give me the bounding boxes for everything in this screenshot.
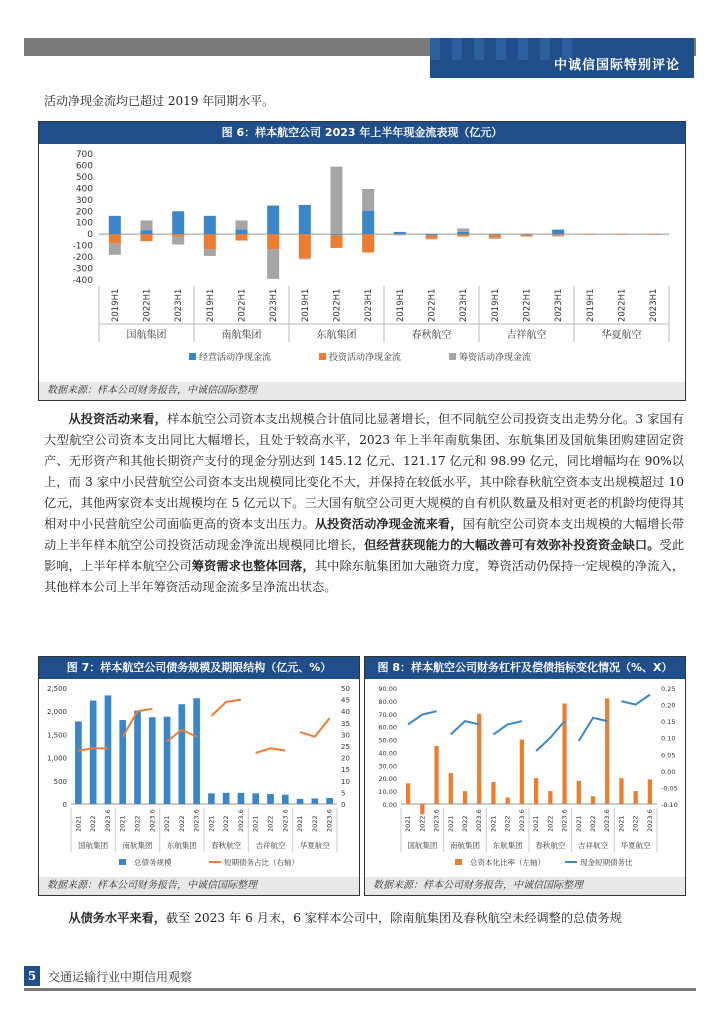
y-left-tick: 40.00 bbox=[378, 749, 397, 758]
x-tick-label: 2022 bbox=[177, 815, 186, 832]
y-right-tick: -0.05 bbox=[661, 784, 678, 793]
group-label: 国航集团 bbox=[126, 330, 167, 341]
legend-label: 短期债务占比（右轴） bbox=[224, 858, 299, 867]
figure-8-chart bbox=[365, 680, 685, 876]
para1-run: 其中除东航集团加大融资力度，筹资活动仍保持一定规模的净流入，其他样本公司上半年筹资活动现金流多呈净流出状态。 bbox=[44, 559, 685, 594]
footer-title: 交通运输行业中期信用观察 bbox=[48, 970, 193, 984]
x-tick-label: 2022H1 bbox=[332, 288, 343, 322]
line-segment bbox=[579, 718, 607, 741]
x-tick-label: 2022 bbox=[89, 815, 98, 832]
bar bbox=[267, 249, 279, 279]
para2-run: 截至 2023 年 6 月末，6 家样本公司中，除南航集团及春秋航空未经调整的总债务规 bbox=[165, 911, 622, 925]
figure-7-chart bbox=[39, 680, 359, 876]
y-right-tick: 10 bbox=[341, 777, 350, 786]
bar bbox=[109, 243, 121, 254]
y-right-tick: -0.10 bbox=[661, 801, 678, 809]
line-segment bbox=[536, 721, 564, 751]
bar bbox=[463, 791, 467, 804]
y-right-tick: 35 bbox=[341, 719, 350, 728]
y-tick-label: 0 bbox=[87, 230, 93, 241]
y-left-tick: 70.00 bbox=[378, 710, 397, 719]
bar bbox=[204, 216, 216, 234]
y-left-tick: 10.00 bbox=[378, 788, 397, 797]
x-tick-label: 2021 bbox=[251, 815, 260, 832]
group-label: 春秋航空 bbox=[535, 841, 566, 850]
bar bbox=[109, 216, 121, 234]
bar bbox=[425, 235, 437, 238]
bar bbox=[299, 234, 311, 258]
bar bbox=[179, 704, 186, 804]
x-tick-label: 2023.6 bbox=[603, 809, 612, 832]
group-label: 华夏航空 bbox=[299, 841, 330, 850]
figure-6 bbox=[38, 121, 686, 401]
x-tick-label: 2022 bbox=[310, 815, 319, 832]
x-tick-label: 2019H1 bbox=[585, 288, 596, 322]
bar bbox=[193, 698, 200, 804]
bar bbox=[282, 795, 289, 804]
bar bbox=[362, 211, 374, 234]
figure-8-source: 数据来源：样本公司财务报告，中诚信国际整理 bbox=[365, 877, 685, 895]
y-tick-label: -200 bbox=[72, 253, 93, 264]
y-left-tick: 30.00 bbox=[378, 762, 397, 771]
x-tick-label: 2019H1 bbox=[300, 288, 311, 322]
bar bbox=[489, 234, 501, 235]
bar bbox=[223, 793, 230, 804]
x-tick-label: 2021 bbox=[296, 815, 305, 832]
y-left-tick: 60.00 bbox=[378, 723, 397, 732]
y-left-tick: 0 bbox=[62, 801, 67, 809]
bar bbox=[164, 717, 171, 804]
x-tick-label: 2023.6 bbox=[645, 809, 654, 832]
y-right-tick: 30 bbox=[341, 731, 350, 740]
y-left-tick: 2,500 bbox=[46, 685, 67, 693]
bar bbox=[491, 782, 495, 804]
x-tick-label: 2023.6 bbox=[236, 809, 245, 832]
x-tick-label: 2023.6 bbox=[432, 809, 441, 832]
bar bbox=[457, 232, 469, 234]
bar bbox=[252, 793, 259, 804]
bar bbox=[330, 167, 342, 235]
bar bbox=[489, 235, 501, 238]
bar bbox=[330, 235, 342, 248]
bar bbox=[552, 235, 564, 236]
bar bbox=[105, 695, 112, 804]
bar bbox=[204, 249, 216, 256]
x-tick-label: 2023.6 bbox=[281, 809, 290, 832]
group-label: 南航集团 bbox=[221, 330, 262, 341]
intro-line: 活动净现金流均已超过 2019 年同期水平。 bbox=[44, 94, 275, 108]
legend-swatch bbox=[455, 859, 462, 865]
bar bbox=[647, 234, 659, 235]
line-segment bbox=[621, 695, 649, 705]
bar bbox=[552, 234, 564, 235]
x-tick-label: 2023H1 bbox=[174, 288, 185, 322]
legend-label: 总债务规模 bbox=[134, 858, 172, 867]
x-tick-label: 2019H1 bbox=[490, 288, 501, 322]
bar bbox=[75, 721, 82, 804]
bar bbox=[534, 778, 538, 804]
bar bbox=[591, 796, 595, 804]
line-segment bbox=[408, 711, 436, 724]
y-left-tick: 1,500 bbox=[46, 731, 67, 740]
legend-swatch bbox=[189, 353, 196, 360]
bar bbox=[619, 778, 623, 804]
figure-8 bbox=[364, 656, 686, 896]
group-label: 华夏航空 bbox=[620, 841, 651, 850]
figure-7 bbox=[38, 656, 360, 896]
bar bbox=[634, 791, 638, 804]
group-label: 东航集团 bbox=[492, 841, 523, 850]
legend-label: 投资活动净现金流 bbox=[329, 353, 402, 363]
bar bbox=[552, 230, 564, 235]
figure-8-title: 图 8：样本航空公司财务杠杆及偿债指标变化情况（%、X） bbox=[365, 657, 685, 679]
x-tick-label: 2021 bbox=[404, 815, 413, 832]
x-tick-label: 2023.6 bbox=[517, 809, 526, 832]
para1-run: 筹资需求也整体回落， bbox=[191, 559, 315, 573]
y-tick-label: 500 bbox=[75, 172, 93, 183]
x-tick-label: 2021 bbox=[446, 815, 455, 832]
bar bbox=[267, 794, 274, 804]
x-tick-label: 2021 bbox=[74, 815, 83, 832]
y-right-tick: 0 bbox=[341, 801, 346, 809]
x-tick-label: 2023.6 bbox=[192, 809, 201, 832]
bar bbox=[562, 703, 566, 804]
bar bbox=[449, 773, 453, 804]
x-tick-label: 2023H1 bbox=[364, 288, 375, 322]
bar bbox=[457, 228, 469, 231]
x-tick-label: 2022H1 bbox=[142, 288, 153, 322]
legend-label: 总资本化比率（左轴） bbox=[470, 858, 545, 867]
bar bbox=[362, 234, 374, 252]
group-label: 吉祥航空 bbox=[578, 841, 608, 850]
line-segment bbox=[451, 721, 479, 734]
bar bbox=[506, 798, 510, 804]
x-tick-label: 2022 bbox=[133, 815, 142, 832]
brand-title: 中诚信国际特别评论 bbox=[553, 58, 680, 73]
group-label: 吉祥航空 bbox=[255, 841, 286, 850]
bar bbox=[434, 746, 438, 804]
para2-run: 从债务水平来看， bbox=[68, 911, 166, 925]
y-right-tick: 25 bbox=[341, 743, 350, 751]
bar bbox=[330, 234, 342, 235]
x-tick-label: 2023H1 bbox=[459, 288, 470, 322]
x-tick-label: 2021 bbox=[574, 815, 583, 832]
bar bbox=[299, 258, 311, 259]
y-right-tick: 0.05 bbox=[661, 751, 676, 760]
bar bbox=[489, 238, 501, 239]
y-tick-label: -100 bbox=[72, 241, 93, 252]
y-left-tick: 0.00 bbox=[382, 801, 397, 809]
paragraph-debt bbox=[44, 908, 684, 929]
x-tick-label: 2019H1 bbox=[395, 288, 406, 322]
bar bbox=[520, 234, 532, 235]
y-tick-label: 600 bbox=[75, 161, 93, 172]
para1-run: 国有航空公司资本支出规模的大幅增长带动上半年样本航空公司投资活动现金净流出规模同比增长， bbox=[44, 517, 685, 552]
bar bbox=[394, 232, 406, 234]
x-tick-label: 2022 bbox=[461, 815, 469, 832]
bar bbox=[648, 780, 652, 804]
bar bbox=[394, 234, 406, 235]
bar bbox=[140, 230, 152, 234]
y-right-tick: 45 bbox=[341, 696, 350, 705]
bar bbox=[172, 236, 184, 244]
y-right-tick: 0.10 bbox=[661, 734, 676, 743]
x-tick-label: 2022H1 bbox=[522, 288, 533, 322]
y-right-tick: 20 bbox=[341, 754, 350, 763]
y-left-tick: 20.00 bbox=[378, 775, 397, 784]
bar bbox=[140, 220, 152, 230]
y-tick-label: -300 bbox=[72, 264, 93, 275]
line-segment bbox=[211, 700, 241, 716]
x-tick-label: 2021 bbox=[118, 815, 127, 832]
para1-run: 从投资活动净现金流来看， bbox=[314, 517, 463, 531]
y-right-tick: 40 bbox=[341, 708, 350, 717]
y-right-tick: 15 bbox=[341, 766, 350, 775]
page-number: 5 bbox=[24, 966, 40, 986]
bar bbox=[577, 781, 581, 804]
y-right-tick: 5 bbox=[341, 789, 346, 798]
figure-6-source: 数据来源：样本公司财务报告，中诚信国际整理 bbox=[39, 382, 685, 400]
legend-label: 筹资活动净现金流 bbox=[459, 353, 532, 363]
para1-run: 受此影响，上半年样本航空公司 bbox=[44, 538, 685, 573]
y-tick-label: -400 bbox=[72, 276, 93, 286]
x-tick-label: 2023H1 bbox=[269, 288, 280, 322]
y-left-tick: 90.00 bbox=[378, 685, 397, 693]
bar bbox=[394, 235, 406, 236]
x-tick-label: 2022H1 bbox=[237, 288, 248, 322]
group-label: 东航集团 bbox=[166, 841, 197, 850]
legend-swatch bbox=[119, 859, 126, 865]
legend-label: 经营活动净现金流 bbox=[199, 353, 272, 363]
x-tick-label: 2023.6 bbox=[148, 809, 157, 832]
x-tick-label: 2021 bbox=[617, 815, 626, 832]
para1-run: 样本航空公司资本支出规模合计值同比显著增长，但不同航空公司投资支出走势分化。3 家国有大型航空公司资本支出同比大幅增长，且处于较高水平，2023 年上半年南航集团、东航集团及国航集团购建固定资产、无形资产和其他长期资产支付的现金分别达到 145.12 亿元、121.17 亿元和 98.99 亿元，同比增幅均在 90%以上，而 3 家中小民营航空公司资本支出规模同比变化不大，并保持在较低水平，其中除春秋航空资本支出规模超过 10 亿元，其他两家资本支出规模均在 5 亿元以下。三大国有航空公司更大规模的自有机队数量及相对更老的机龄均使得其相对中小民营航空公司面临更高的资本支出压力。 bbox=[44, 412, 684, 531]
bar bbox=[208, 793, 215, 804]
y-right-tick: 50 bbox=[341, 685, 350, 693]
group-label: 春秋航空 bbox=[211, 841, 242, 850]
group-label: 国航集团 bbox=[78, 841, 109, 850]
x-tick-label: 2021 bbox=[207, 815, 216, 832]
x-tick-label: 2022 bbox=[589, 815, 597, 832]
x-tick-label: 2021 bbox=[532, 815, 541, 832]
bar bbox=[172, 211, 184, 234]
bar bbox=[520, 235, 532, 237]
line-segment bbox=[300, 718, 330, 737]
group-label: 国航集团 bbox=[407, 841, 438, 850]
bar bbox=[312, 798, 319, 804]
line-segment bbox=[256, 748, 286, 753]
x-tick-label: 2022 bbox=[631, 815, 640, 832]
bar bbox=[425, 234, 437, 235]
bar bbox=[520, 234, 532, 235]
line-segment bbox=[493, 721, 521, 734]
bar bbox=[615, 234, 627, 235]
x-tick-label: 2023H1 bbox=[649, 288, 660, 322]
para1-run: 从投资活动来看， bbox=[68, 412, 167, 426]
brand-banner bbox=[430, 38, 694, 78]
y-tick-label: 700 bbox=[75, 150, 93, 160]
x-tick-label: 2023.6 bbox=[560, 809, 569, 832]
bar bbox=[299, 205, 311, 234]
x-tick-label: 2019H1 bbox=[110, 288, 121, 322]
x-tick-label: 2021 bbox=[489, 815, 498, 832]
y-left-tick: 500 bbox=[53, 777, 67, 786]
figure-7-source: 数据来源：样本公司财务报告，中诚信国际整理 bbox=[39, 877, 359, 895]
legend-label: 现金短期债务比 bbox=[580, 858, 633, 867]
bar bbox=[457, 234, 469, 236]
bar bbox=[362, 189, 374, 211]
figure-7-title: 图 7：样本航空公司债务规模及期限结构（亿元、%） bbox=[39, 657, 359, 679]
bar bbox=[149, 717, 156, 804]
bar bbox=[140, 234, 152, 241]
bar bbox=[109, 234, 121, 243]
bar bbox=[238, 793, 245, 804]
bar bbox=[326, 798, 333, 804]
bar bbox=[520, 740, 524, 804]
y-tick-label: 200 bbox=[75, 207, 93, 218]
bar bbox=[297, 799, 304, 804]
bar bbox=[406, 783, 410, 804]
y-tick-label: 300 bbox=[75, 195, 93, 206]
bar bbox=[584, 234, 596, 235]
y-right-tick: 0.00 bbox=[661, 767, 676, 776]
bar bbox=[477, 714, 481, 804]
figure-6-chart bbox=[39, 146, 685, 380]
bar bbox=[548, 791, 552, 804]
bar bbox=[134, 711, 141, 804]
legend-swatch bbox=[319, 353, 326, 360]
bar bbox=[235, 220, 247, 229]
x-tick-label: 2022H1 bbox=[427, 288, 438, 322]
bar bbox=[90, 701, 97, 804]
x-tick-label: 2023.6 bbox=[325, 809, 334, 832]
group-label: 春秋航空 bbox=[411, 330, 452, 341]
bar bbox=[172, 234, 184, 236]
bar bbox=[425, 239, 437, 240]
x-tick-label: 2023.6 bbox=[475, 809, 484, 832]
figure-6-title: 图 6：样本航空公司 2023 年上半年现金流表现（亿元） bbox=[39, 122, 685, 144]
y-left-tick: 1,000 bbox=[46, 754, 67, 763]
y-tick-label: 400 bbox=[75, 184, 93, 195]
legend-swatch bbox=[449, 353, 456, 360]
group-label: 东航集团 bbox=[316, 330, 357, 341]
bar bbox=[235, 230, 247, 235]
bar bbox=[267, 206, 279, 235]
y-left-tick: 80.00 bbox=[378, 697, 397, 706]
bar bbox=[235, 234, 247, 240]
x-tick-label: 2022 bbox=[222, 815, 231, 832]
bar bbox=[204, 234, 216, 249]
x-tick-label: 2023H1 bbox=[554, 288, 565, 322]
footer-bar bbox=[24, 988, 696, 991]
y-tick-label: 100 bbox=[75, 218, 93, 229]
bar bbox=[420, 804, 424, 814]
x-tick-label: 2019H1 bbox=[205, 288, 216, 322]
x-tick-label: 2023.6 bbox=[103, 809, 112, 832]
group-label: 南航集团 bbox=[450, 841, 480, 850]
y-right-tick: 0.25 bbox=[661, 685, 676, 693]
group-label: 南航集团 bbox=[122, 841, 153, 850]
bar bbox=[267, 234, 279, 249]
x-tick-label: 2022 bbox=[503, 815, 512, 832]
x-tick-label: 2021 bbox=[163, 815, 172, 832]
paragraph-investment bbox=[44, 409, 684, 598]
y-right-tick: 0.20 bbox=[661, 701, 676, 710]
x-tick-label: 2022 bbox=[266, 815, 275, 832]
y-right-tick: 0.15 bbox=[661, 718, 676, 727]
group-label: 华夏航空 bbox=[601, 330, 642, 341]
y-left-tick: 2,000 bbox=[46, 708, 67, 717]
group-label: 吉祥航空 bbox=[506, 330, 547, 341]
x-tick-label: 2022H1 bbox=[617, 288, 628, 322]
para1-run: 但经营获现能力的大幅改善可有效弥补投资资金缺口。 bbox=[364, 538, 660, 552]
x-tick-label: 2022 bbox=[418, 815, 427, 832]
y-left-tick: 50.00 bbox=[378, 736, 397, 745]
bar bbox=[605, 698, 609, 804]
x-tick-label: 2022 bbox=[546, 815, 555, 832]
